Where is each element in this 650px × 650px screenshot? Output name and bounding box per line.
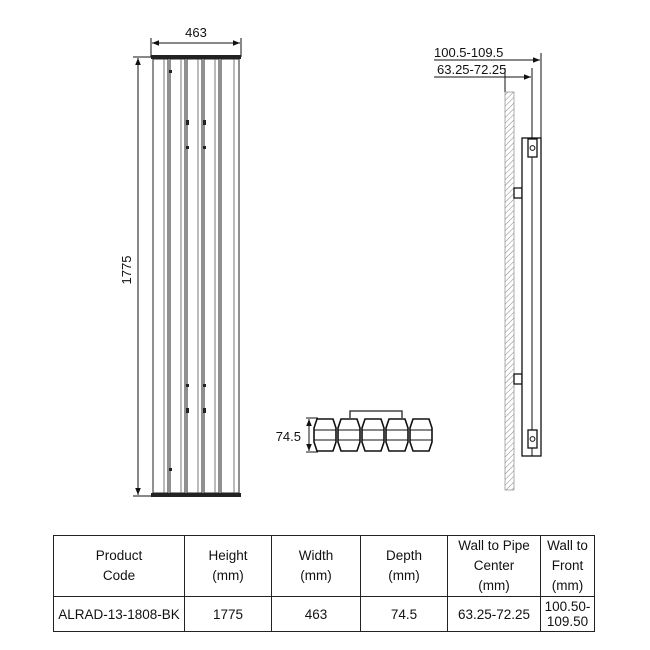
cell-height: 1775 [185, 597, 272, 632]
cell-wall-to-front: 100.50-109.50 [541, 597, 595, 632]
top-connector [528, 139, 537, 157]
panel-5 [221, 59, 239, 493]
tube-profile-2 [338, 419, 360, 451]
cell-depth: 74.5 [361, 597, 448, 632]
cell-product-code: ALRAD-13-1808-BK [54, 597, 185, 632]
header-product-code: Product Code [54, 536, 185, 597]
header-height: Height (mm) [185, 536, 272, 597]
radiator-panels [153, 59, 239, 493]
wall-to-front-label: 100.5-109.5 [434, 45, 504, 60]
table-row [54, 597, 595, 632]
bottom-cap [151, 493, 241, 497]
wall-bracket-bottom [514, 374, 522, 384]
wall-bracket-top [514, 188, 522, 198]
mounting-rail [350, 411, 402, 418]
tube-profile-4 [386, 419, 408, 451]
top-cap [151, 55, 241, 59]
height-label: 1775 [119, 255, 134, 285]
front-view [119, 25, 241, 497]
panel-inner-lines [164, 59, 234, 493]
tube-profile-5 [410, 419, 432, 451]
specification-table [53, 535, 595, 632]
table-header-row [54, 536, 595, 597]
header-depth: Depth (mm) [361, 536, 448, 597]
header-width: Width (mm) [272, 536, 361, 597]
bottom-connector [528, 430, 537, 448]
width-label: 463 [185, 25, 207, 40]
wall-hatch [505, 92, 514, 490]
side-view [434, 45, 541, 490]
panel-4 [204, 59, 219, 493]
panel-3 [187, 59, 202, 493]
header-wall-to-pipe-center: Wall to Pipe Center (mm) [448, 536, 541, 597]
tube-profiles [314, 419, 432, 451]
tube-profile-1 [314, 419, 336, 451]
tube-profile-3 [362, 419, 384, 451]
cell-wall-to-pipe: 63.25-72.25 [448, 597, 541, 632]
header-wall-to-front: Wall to Front (mm) [541, 536, 595, 597]
depth-label: 74.5 [275, 429, 301, 444]
panel-1 [153, 59, 168, 493]
panel-2 [170, 59, 185, 493]
section-view [276, 411, 432, 452]
wall-to-pipe-label: 63.25-72.25 [437, 62, 507, 77]
cell-width: 463 [272, 597, 361, 632]
